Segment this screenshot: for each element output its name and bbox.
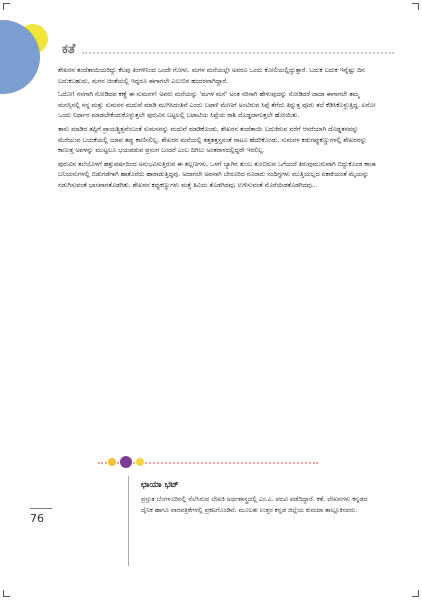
yellow-dot <box>136 458 144 466</box>
paragraph: ಪುರುವಿನ ತಲೆಯೊಳಗೆ ಹತ್ತುವರ್ಷದಿಂದ ಅನುಭವಿಸುತ್ತಿರುವ ಈ ತಲ್ಲಣಗಳು, ಒಳಗೆ ಬ್ಯಾಗಿನ ತುಂಬ ತುಂಬಿರುವ ಒಗೆಯದೆ ತಿರುವುಮುರುವಾಗಿ ಬಿದ್ದುಕೊಂಡ ಕಾಚಾ ಬನಿಯನುಗಳಲ್ಲಿ ಬಿಡುಗಡೆಗಾಗಿ ಹಾತೊರೆದು ಹಾರಾಡುತ್ತಿದ್ದವು. ಅದಾಗಲೇ ಅವನಾಗಿ ಬೇರೂರಿದ ನೂರಾರು ಸಂದಿಗ್ಧಗಳು ಮುತ್ತಿಯಲ್ಲದ ಏಕಾಕಿಯಂತೆ ಮೈಯನ್ನು ನಡುಗಿಸುವಂತೆ ಭಾಸವಾಗತೊಡಗಿತು. ಶೇಖರನ ಕಪ್ಪುಕಣ್ಣುಗಳು ಮತ್ತೆ ತಿವಿಯ ತೊಡಗಿದವು; ಉಳಿಸುವಂತೆ ಮೊರೆಯಿಡತೊಡಗಿದವು... <box>58 160 376 189</box>
author-name: ಛಾಯಾ ಭಟ್ <box>141 480 179 490</box>
decorative-dots-divider <box>98 456 318 468</box>
paragraph: ತಾನು ಮಾಡಿದ ತಪ್ಪಿಗೆ ಪ್ರಾಯಶ್ಚಿತ್ತವೆಂಬಂತೆ ಸುಮನನನ್ನು ಮದುವೆ ಮಾಡಿಕೊಂಡು, ಶೇಖರನ ತಂದೆತಾಯಿ ಬದುಕಿರುವ ವರೆಗೆ ಆಸರೆಯಾಗಿ ದೊಡ್ಡತನವನ್ನು ಮೆರೆಯುವ ಬಯಕೆಯಲ್ಲಿ ಯಾವ ತಪ್ಪು ಕಾಣಿಸಲಿಲ್ಲ. ಶೇಖರನ ಮನೆಯಲ್ಲಿ ತತ್ತತತ್ತಸ್ತನಂತೆ ನಾಟೂ ಹೆದರಿಕೊಂಡು, ಸುಮನಳ ಕಡುಗಪ್ಪುಕಣ್ಣುಗಳಲ್ಲಿ ಶೇಖರನನ್ನು ಕಾಣುತ್ತ ಅವಳನ್ನು ಮುಟ್ಟಲೂ ಭಯಪಡುವ ಪ್ರಸಂಗ ಬಂದರೆ ಎಂಬ ದಿಗಿಲು ಅಂತರಾಳದಲ್ಲಿದ್ದರೇ ಇರಲಿಲ್ಲ. <box>58 125 367 155</box>
crop-mark-bottom-left <box>3 590 10 597</box>
purple-dot <box>120 456 132 468</box>
paragraph: ಓದೋ! ನನಗಾಗಿ ನೋಡಿದವ ಕಣ್ಣೆ ಈ ಸುಮನಳ! ಅವರು ಮನೆಯನ್ನು 'ಮಗಳ ಮನೆ' ಅಂತ ಸರಿಸಾಗಿ ಹೇಳುವುದನ್ನು ನೋಡಿದರೆ ದಾದಾ ಈಗಾಗಲೇ ತಮ್ಮ ಮನಸ್ಸಿನಲ್ಲಿ ನನ್ನ ಮತ್ತು ಸುಮನನ ಮದುವೆ ಮಾಡಿ ಮುಗಿಸಿದಂತಿವೆ ಎಂದು ಬಟಾಳಿ ಮೇಣಗೆ ಅಂಟಿರುವ ಸಿಪ್ಪೆ ತೆಗೆದು ತಿನ್ನುತ್ತ ಪೂರು ತಲೆ ಕೆಡಿಸಿಕೊಳ್ಳುತ್ತಿದ್ದ. ಏನೋ ಒಂದು ನಿರ್ಧಾರ ಮಾಡಬೇಕೆಂದುಕೊಳ್ಳುತ್ತಲೇ ಪುರುವಿನ ಬಟ್ಟಲಲ್ಲಿ ಬಟಾಟಿಯ ಸಿಪ್ಪೆಯ ರಾಶಿ ದೊಡ್ಡದಾಗುತ್ತಲೇ ಹೋಯಿತು. <box>58 91 376 120</box>
section-label: ಕತೆ <box>62 42 76 57</box>
crop-mark-top-right <box>412 3 419 10</box>
crop-mark-top-left <box>3 3 10 10</box>
page-number: 76 <box>30 512 44 525</box>
author-bio-box <box>128 476 381 566</box>
story-body <box>58 66 376 195</box>
paragraph: ಶೇಖರನ ತಂದೆತಾಯಿಯರಿದ್ದು ಕೆಲವು ತಿಂಗಳಿನಿಂದ ಒಂದೇ ಗೋಳು. ಮಗಳ ಮನೆಯಲ್ಲೇ ಅವರೂ ಒಂದು ಕೋಲಿಯಲ್ಲಿದ್ದುತ್ತಾರೆ. ಬದುಕ ಬದುಕ ಇನ್ನೆಷ್ಟು ದಿನ ಬದುಕಬಹುದು, ಮಗನ ಚಿಂತೆಯಲ್ಲಿ ಇದ್ದರೂ ಈಗಾಗಲೇ ಎಲುಬಿನ ಹಂದರವಾಗಿದ್ದಾರೆ. <box>58 67 365 85</box>
header-dotted-rule <box>82 52 394 54</box>
crop-mark-bottom-right <box>412 590 419 597</box>
page-number-rule <box>30 508 52 509</box>
yellow-dot <box>108 458 116 466</box>
author-bio: ಪ್ರಸ್ತುತ ಬೆಂಗಳೂರಿನಲ್ಲಿ ನೆಲೆಸಿರುವ ಲೇಖಕಿ ಅರ್ಥಶಾಸ್ತ್ರದಲ್ಲಿ ಎಂ.ಎ. ಪದವಿ ಪಡೆದಿದ್ದಾರೆ. ಕತೆ, ಲೇಖನಗಳು ಕನ್ನಡದ ದೈನಿಕ ಹಾಗೂ ವಾರಪತ್ರಿಕೆಗಳಲ್ಲಿ ಪ್ರಕಟಗೊಂಡಿವೆ. ಮೂಲತಃ ಉತ್ತರ ಕನ್ನಡ ಜಿಲ್ಲೆಯ ಕುಮಟಾ ತಾಲ್ಲೂಕಿನವರು. <box>141 496 368 514</box>
